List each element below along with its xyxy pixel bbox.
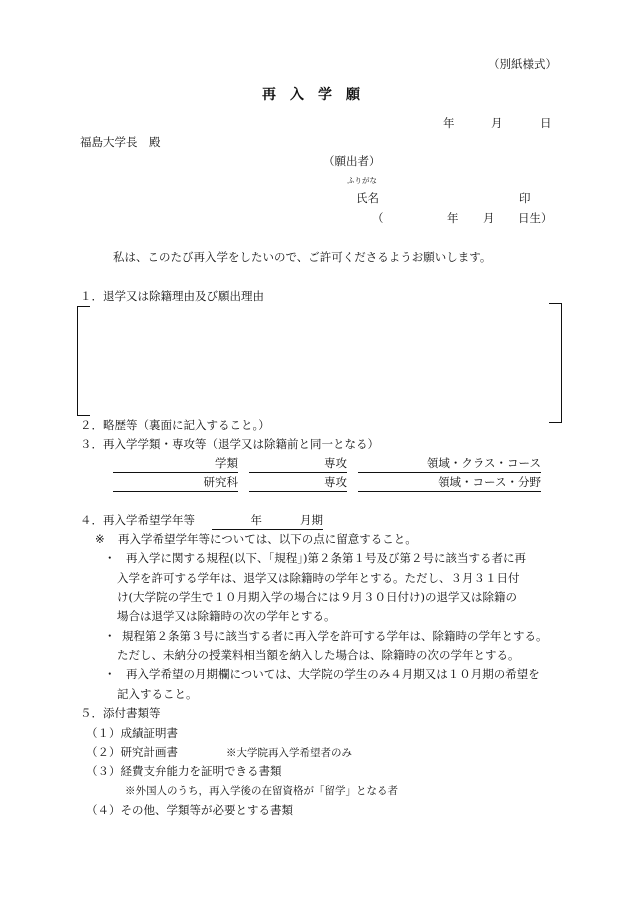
desired-period-label: 月期	[300, 513, 323, 527]
bullet-1-mark: ・	[104, 551, 116, 565]
bullet-1-line-4: 場合は退学又は除籍時の次の学年とする。	[117, 609, 336, 623]
page-title: 再入学願	[262, 87, 374, 103]
bullet-2-line-1: 規程第２条第３号に該当する者に再入学を許可する学年は、除籍時の学年とする。	[122, 629, 548, 643]
section3-heading: ３．再入学学類・専攻等（退学又は除籍前と同一となる）	[80, 437, 379, 451]
section2-heading: ２．略歴等（裏面に記入すること。）	[80, 418, 270, 432]
note-mark: ※	[95, 532, 105, 546]
furigana-label: ふりがな	[347, 176, 377, 185]
birth-day: 日生）	[518, 211, 553, 225]
desired-period-field[interactable]	[262, 514, 323, 530]
date-year: 年	[443, 116, 455, 130]
desired-year-label: 年	[250, 513, 262, 527]
bullet-2-mark: ・	[104, 629, 116, 643]
bullet-2-line-2: ただし、未納分の授業料相当額を納入した場合は、除籍時の次の学年とする。	[117, 648, 520, 662]
major-field[interactable]	[249, 457, 347, 473]
course-field[interactable]	[358, 457, 541, 473]
graduate-field-area[interactable]	[358, 476, 541, 492]
major-label: 専攻	[324, 456, 347, 470]
name-label: 氏名	[356, 191, 379, 205]
reason-box-right-bracket	[549, 303, 562, 423]
date-day: 日	[540, 116, 552, 130]
bullet-1-line-2: 入学を許可する学年は、退学又は除籍時の学年とする。ただし、３月３１日付	[117, 571, 520, 585]
attachment-3: （３）経費支弁能力を証明できる書類	[86, 764, 282, 778]
birth-year: 年	[447, 211, 459, 225]
section5-heading: ５．添付書類等	[80, 706, 161, 720]
birth-month: 月	[483, 211, 495, 225]
section4-heading: ４．再入学希望学年等	[80, 513, 195, 527]
bullet-1-line-1: 再入学に関する規程(以下、「規程」)第２条第１号及び第２号に該当する者に再	[126, 551, 526, 565]
birth-open: （	[372, 211, 384, 225]
section1-heading: １．退学又は除籍理由及び願出理由	[80, 289, 264, 303]
bullet-3-line-1: 再入学希望の月期欄については、大学院の学生のみ４月期又は１０月期の希望を	[126, 667, 540, 681]
attachment-4: （４）その他、学類等が必要とする書類	[86, 803, 293, 817]
addressee: 福島大学長 殿	[80, 135, 161, 149]
date-month: 月	[491, 116, 503, 130]
graduate-field-label: 領域・コース・分野	[438, 475, 541, 489]
faculty-label: 学類	[215, 456, 238, 470]
attachment-3-note: ※外国人のうち，再入学後の在留資格が「留学」となる者	[125, 785, 398, 797]
form-label: （別紙様式）	[488, 57, 557, 71]
graduate-school-field[interactable]	[113, 476, 238, 492]
graduate-major-label: 専攻	[324, 475, 347, 489]
bullet-3-mark: ・	[104, 667, 116, 681]
applicant-heading: （願出者）	[323, 154, 381, 168]
attachment-2: （２）研究計画書	[86, 745, 178, 759]
bullet-3-line-2: 記入すること。	[117, 687, 198, 701]
desired-year-field[interactable]	[212, 514, 262, 530]
seal-label: 印	[519, 191, 531, 205]
reason-box-left-bracket	[77, 306, 90, 416]
attachment-1: （１）成績証明書	[86, 726, 178, 740]
faculty-field[interactable]	[113, 457, 238, 473]
note-intro: 再入学希望学年等については、以下の点に留意すること。	[118, 532, 417, 546]
course-label: 領域・クラス・コース	[426, 456, 541, 470]
request-text: 私は、このたび再入学をしたいので、ご許可くださるようお願いします。	[113, 250, 492, 264]
graduate-major-field[interactable]	[249, 476, 347, 492]
bullet-1-line-3: け(大学院の学生で１０月期入学の場合には９月３０日付け)の退学又は除籍の	[117, 590, 517, 604]
attachment-2-note: ※大学院再入学希望者のみ	[226, 747, 352, 759]
graduate-school-label: 研究科	[203, 475, 238, 489]
